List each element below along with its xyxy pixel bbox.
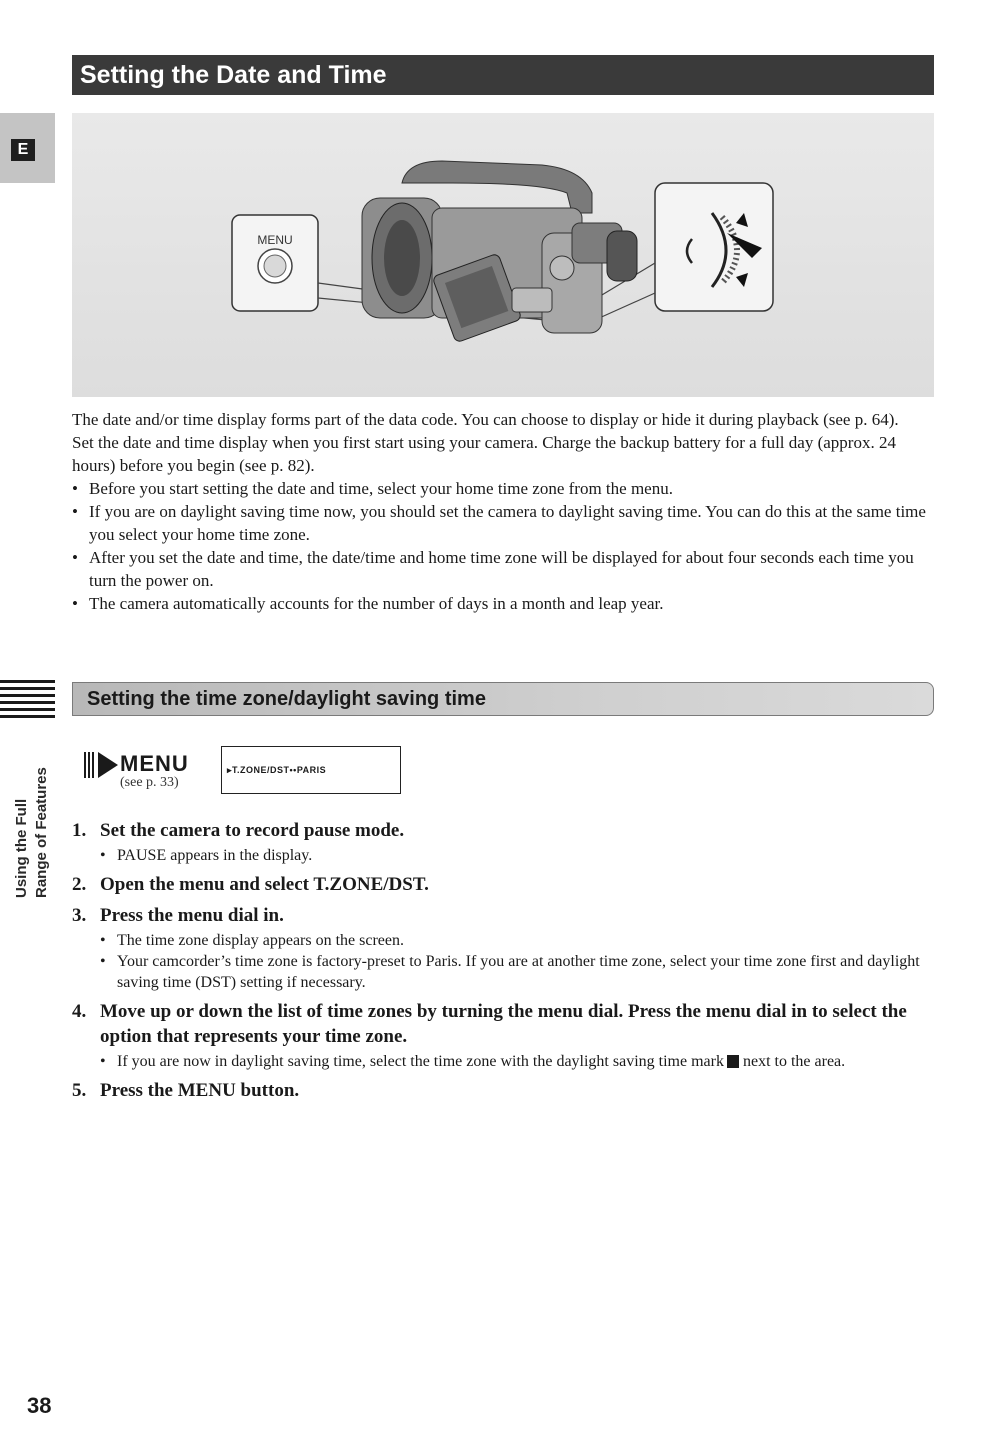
- step-3: [72, 903, 934, 993]
- side-tab-label-line: Using the Full: [13, 798, 30, 898]
- menu-page-ref: (see p. 33): [120, 775, 179, 790]
- page-number: 38: [27, 1393, 52, 1418]
- dst-note-text: next to the area.: [742, 1053, 846, 1070]
- intro-text: [72, 408, 932, 615]
- step-number: 4.: [72, 1001, 87, 1022]
- step-number: 5.: [72, 1080, 87, 1101]
- dst-mark-icon: [727, 1055, 739, 1068]
- camcorder-illustration: [72, 113, 934, 397]
- list-item: • The time zone display appears on the screen.: [100, 930, 934, 951]
- menu-arrow-icon: [98, 752, 118, 778]
- language-tab: [0, 113, 55, 183]
- step-text: Press the MENU button.: [100, 1080, 300, 1101]
- side-tab-label: [12, 730, 56, 898]
- list-item: • Your camcorder’s time zone is factory-preset to Paris. If you are at another time zone, select your time zone first and daylight saving time (DST) setting if necessary.: [100, 951, 934, 993]
- step-1: [72, 818, 934, 866]
- dst-note-text: If you are now in daylight saving time, select the time zone with the daylight saving time mark: [117, 1053, 724, 1070]
- step-5: [72, 1078, 934, 1103]
- step-number: 1.: [72, 820, 87, 841]
- list-item: [100, 1051, 934, 1072]
- page-title: Setting the Date and Time: [72, 55, 934, 95]
- menu-label: MENU: [120, 751, 189, 776]
- camcorder-drawing: [72, 113, 934, 397]
- step-text: Press the menu dial in.: [100, 905, 284, 926]
- intro-paragraph: The date and/or time display forms part of the data code. You can choose to display or hide it during playback (see p. 64).: [72, 410, 899, 429]
- language-tab-letter: E: [11, 139, 35, 161]
- list-item: • The camera automatically accounts for the number of days in a month and leap year.: [72, 592, 932, 615]
- step-text: Set the camera to record pause mode.: [100, 820, 405, 841]
- intro-bullets: [72, 477, 932, 615]
- step-text: Open the menu and select T.ZONE/DST.: [100, 874, 429, 895]
- camcorder-body: [362, 161, 637, 343]
- list-item: • Before you start setting the date and time, select your home time zone from the menu.: [72, 477, 932, 500]
- step-2: [72, 872, 934, 897]
- steps-list: [72, 818, 934, 1109]
- menu-reference: [82, 748, 212, 796]
- list-item: • After you set the date and time, the date/time and home time zone will be displayed for about four seconds each time you turn the power on.: [72, 546, 932, 592]
- side-tab-label-line: Range of Features: [33, 767, 50, 898]
- intro-paragraph: Set the date and time display when you first start using your camera. Charge the backup battery for a full day (approx. 24 hours) before you begin (see p. 82).: [72, 433, 896, 475]
- menu-bars-icon: [84, 752, 98, 778]
- step-number: 2.: [72, 874, 87, 895]
- step-4: [72, 999, 934, 1072]
- list-item: • PAUSE appears in the display.: [100, 845, 934, 866]
- menu-path-box: ▸T.ZONE/DST••PARIS: [221, 746, 401, 794]
- step-text: Move up or down the list of time zones by turning the menu dial. Press the menu dial in to select the option that represents your time zone.: [100, 1001, 907, 1047]
- side-tab-marker: [0, 680, 55, 722]
- menu-callout-label: MENU: [257, 233, 293, 247]
- list-item: • If you are on daylight saving time now, you should set the camera to daylight saving time. You can do this at the same time you select your home time zone.: [72, 500, 932, 546]
- step-number: 3.: [72, 905, 87, 926]
- section-heading: Setting the time zone/daylight saving time: [72, 682, 934, 716]
